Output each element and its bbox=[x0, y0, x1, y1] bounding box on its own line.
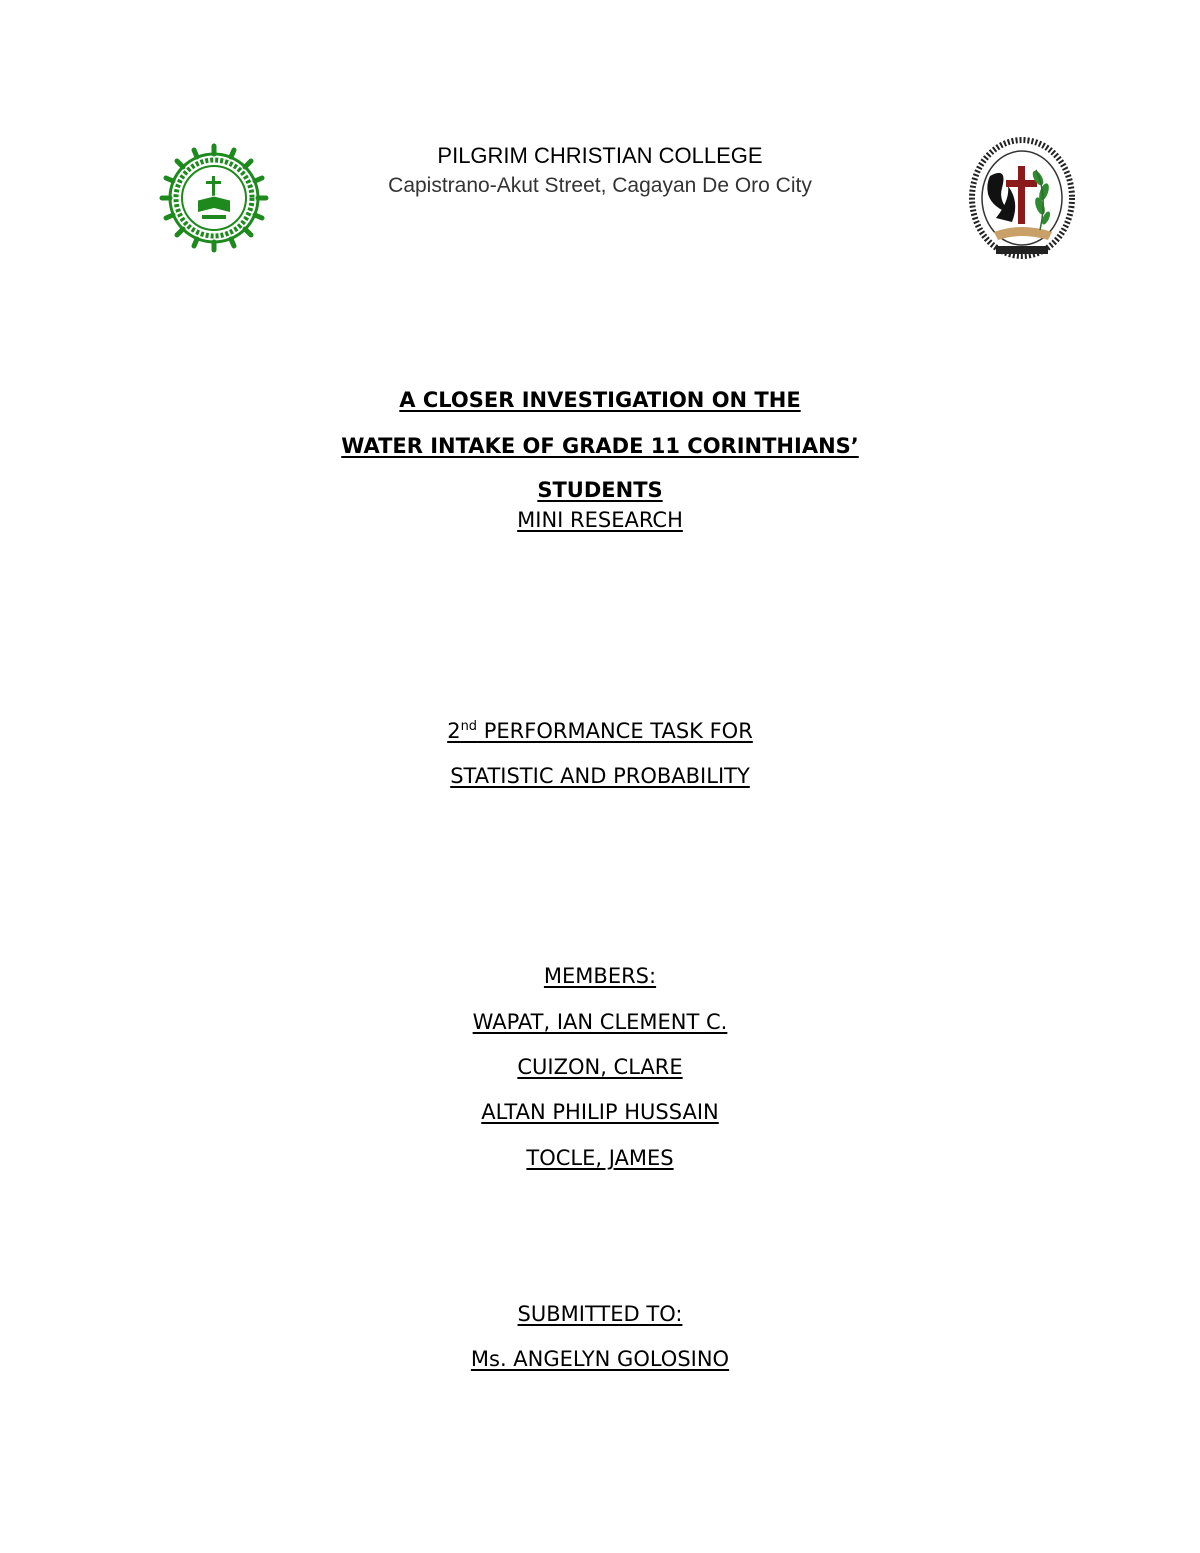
member-name: CUIZON, CLARE bbox=[517, 1055, 683, 1079]
college-name: PILGRIM CHRISTIAN COLLEGE bbox=[437, 143, 763, 168]
title-line-1: A CLOSER INVESTIGATION ON THE bbox=[399, 388, 801, 412]
college-address: Capistrano-Akut Street, Cagayan De Oro City bbox=[388, 174, 812, 197]
member-name: TOCLE, JAMES bbox=[526, 1146, 674, 1170]
teacher-name: Ms. ANGELYN GOLOSINO bbox=[470, 1347, 730, 1371]
task-ordinal-suffix: nd bbox=[460, 719, 478, 734]
member-name: WAPAT, IAN CLEMENT C. bbox=[472, 1010, 728, 1034]
task-line-1 bbox=[0, 718, 1200, 744]
task-line-1-text: PERFORMANCE TASK FOR bbox=[477, 719, 753, 743]
subtitle: MINI RESEARCH bbox=[517, 508, 683, 532]
members-heading: MEMBERS: bbox=[543, 964, 657, 988]
member-name: ALTAN PHILIP HUSSAIN bbox=[481, 1100, 719, 1124]
submitted-to-heading: SUBMITTED TO: bbox=[517, 1302, 683, 1326]
title-line-3: STUDENTS bbox=[537, 478, 663, 502]
task-ordinal-number: 2 bbox=[447, 719, 461, 743]
title-line-2: WATER INTAKE OF GRADE 11 CORINTHIANS’ bbox=[341, 434, 859, 458]
task-line-2: STATISTIC AND PROBABILITY bbox=[450, 764, 750, 788]
